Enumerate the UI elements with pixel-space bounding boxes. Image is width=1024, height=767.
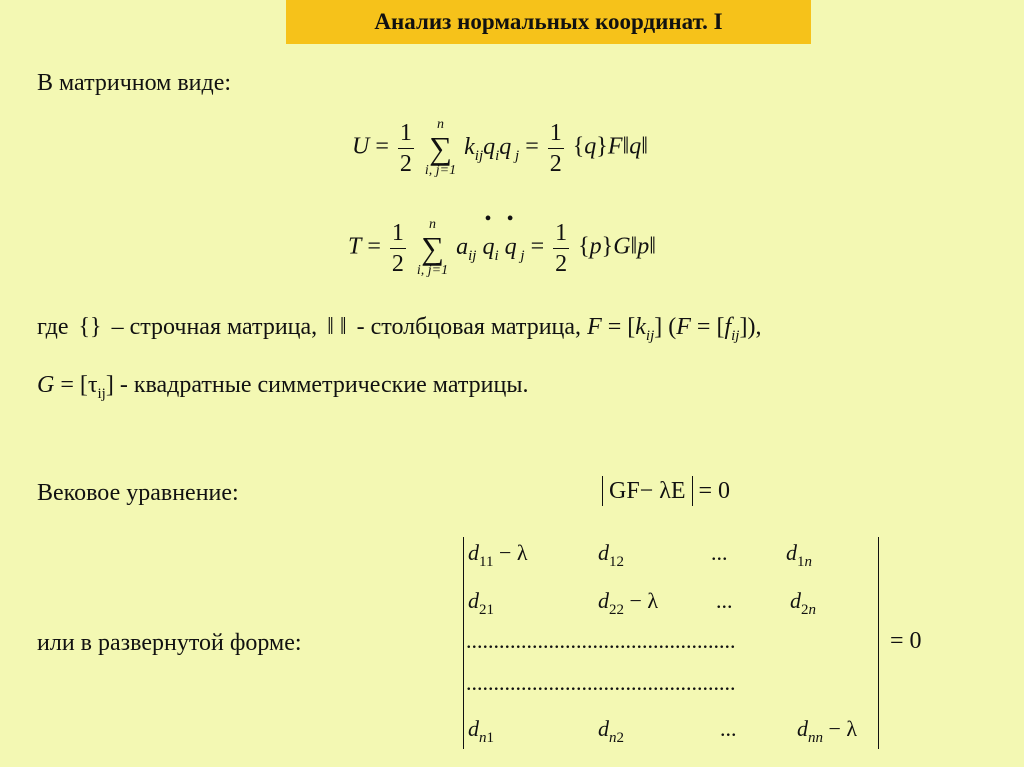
definitions-line: где {} – строчная матрица, ‖ ‖ - столбцовая матрица, $F = [k_{ij}] (F = [f_{ij}])$, bbox=[37, 314, 762, 344]
intro-text: В матричном виде: bbox=[37, 70, 232, 96]
matrix-cell: ... bbox=[711, 540, 728, 565]
secular-determinant: GF− λE bbox=[602, 476, 693, 506]
matrix-cell: $d_{21}$ bbox=[468, 588, 494, 618]
matrix-cell: $d_{11} - \lambda$ bbox=[468, 540, 528, 570]
secular-equation bbox=[602, 478, 730, 505]
matrix-cell: $d_{nn} - \lambda$ bbox=[797, 716, 858, 746]
slide-title: Анализ нормальных координат. I bbox=[286, 0, 811, 44]
secular-label: Вековое уравнение: bbox=[37, 480, 239, 506]
secular-rhs: = 0 bbox=[698, 478, 731, 504]
determinant-right-bar bbox=[878, 537, 879, 749]
matrix-cell: $d_{2n}$ bbox=[790, 588, 816, 618]
expanded-rhs: = 0 bbox=[890, 628, 922, 654]
matrix-cell: $d_{12}$ bbox=[598, 540, 624, 570]
matrix-dots-row: ................................................. bbox=[466, 670, 736, 695]
expanded-label: или в развернутой форме: bbox=[37, 630, 302, 656]
matrix-cell: $d_{n1}$ bbox=[468, 716, 494, 746]
matrix-cell: $d_{22} - \lambda$ bbox=[598, 588, 659, 618]
matrix-cell: ... bbox=[716, 588, 733, 613]
equation-t: T = $\frac{1}{2}$ n ∑ i, j=1 $a_{ij}$ • $q_i$ • q $_j$ = $\frac{1}{2}$ {p}G‖p‖ bbox=[348, 218, 656, 278]
matrix-g-line: $G = [\tau_{ij}]$ - квадратные симметрические матрицы. bbox=[37, 372, 529, 402]
equation-u: U = $\frac{1}{2}$ n ∑ i, j=1 $k_{ij}q_iq$ $_j$ = $\frac{1}{2}$ {q}F‖q‖ bbox=[352, 117, 648, 178]
matrix-cell: $d_{1n}$ bbox=[786, 540, 812, 570]
matrix-cell: ... bbox=[720, 716, 737, 741]
matrix-dots-row: ................................................. bbox=[466, 628, 736, 653]
determinant-left-bar bbox=[463, 537, 464, 749]
matrix-cell: $d_{n2}$ bbox=[598, 716, 624, 746]
